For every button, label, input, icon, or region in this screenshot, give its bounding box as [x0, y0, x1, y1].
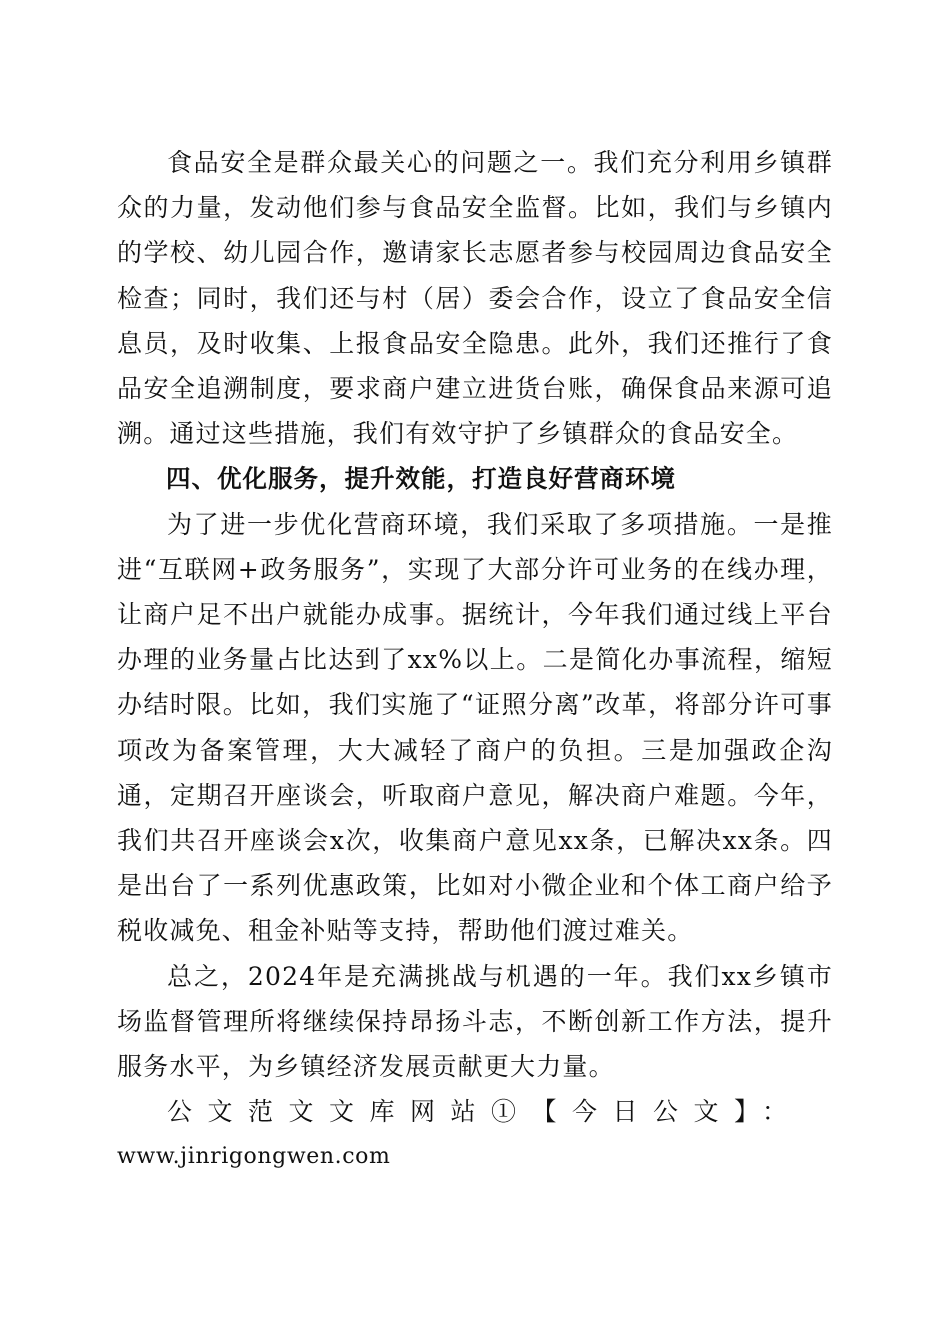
paragraph-food-safety: 食品安全是群众最关心的问题之一。我们充分利用乡镇群众的力量，发动他们参与食品安全监督。比如，我们与乡镇内的学校、幼儿园合作，邀请家长志愿者参与校园周边食品安全检查；同时，我们还与村（居）委会合作，设立了食品安全信息员，及时收集、上报食品安全隐患。此外，我们还推行了食品安全追溯制度，要求商户建立进货台账，确保食品来源可追溯。通过这些措施，我们有效守护了乡镇群众的食品安全。: [117, 148, 833, 449]
paragraph-business-environment: 为了进一步优化营商环境，我们采取了多项措施。一是推进“互联网+政务服务”，实现了大部分许可业务的在线办理，让商户足不出户就能办成事。据统计，今年我们通过线上平台办理的业务量占比达到了xx%以上。二是简化办事流程，缩短办结时限。比如，我们实施了“证照分离”改革，将部分许可事项改为备案管理，大大减轻了商户的负担。三是加强政企沟通，定期召开座谈会，听取商户意见，解决商户难题。今年，我们共召开座谈会x次，收集商户意见xx条，已解决xx条。四是出台了一系列优惠政策，比如对小微企业和个体工商户给予税收减免、租金补贴等支持，帮助他们渡过难关。: [117, 509, 833, 946]
footer-url: www.jinrigongwen.com: [117, 1144, 391, 1170]
document-body: [117, 140, 833, 1180]
footer-site-line: 公文范文文库网站①【今日公文】：: [167, 1097, 803, 1127]
section-heading: 四、优化服务，提升效能，打造良好营商环境: [166, 464, 676, 494]
paragraph-conclusion: 总之，2024年是充满挑战与机遇的一年。我们xx乡镇市场监督管理所将继续保持昂扬斗志，不断创新工作方法，提升服务水平，为乡镇经济发展贡献更大力量。: [117, 961, 833, 1082]
